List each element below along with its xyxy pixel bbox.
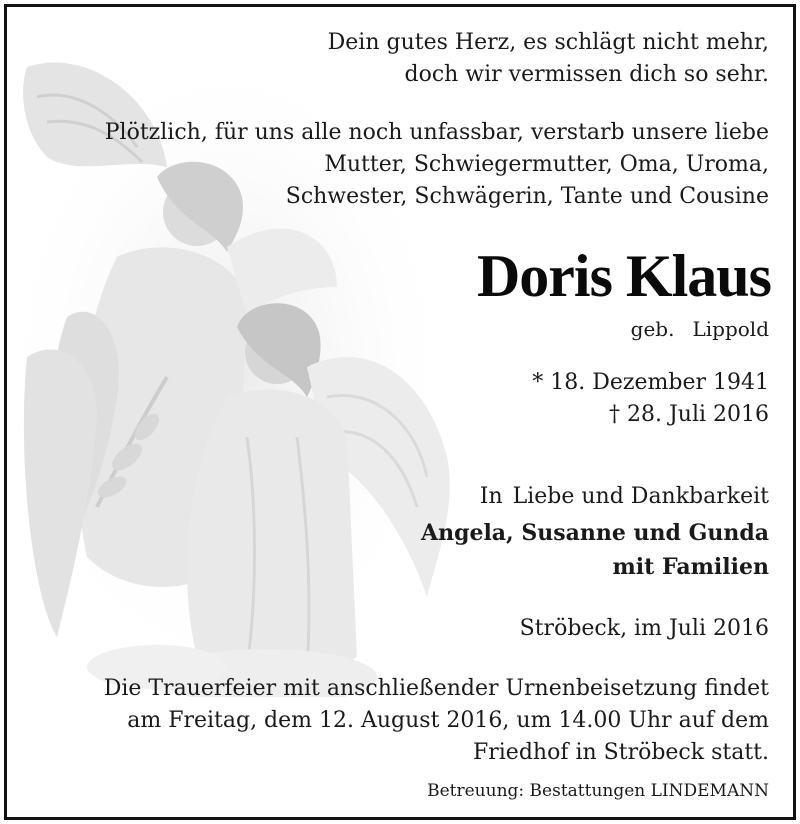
- birth-name-line: [631, 315, 769, 343]
- obituary-card: [4, 4, 796, 820]
- mourners-intro: [480, 481, 769, 513]
- birth-name: Lippold: [692, 317, 769, 341]
- intro-line-3: Schwester, Schwägerin, Tante und Cousine: [285, 184, 769, 209]
- intro-line-1: Plötzlich, für uns alle noch unfassbar, verstarb unsere liebe: [104, 120, 769, 145]
- place-date: Ströbeck, im Juli 2016: [519, 616, 769, 641]
- funeral-home-credit: Betreuung: Bestattungen LINDEMANN: [427, 781, 769, 801]
- birth-prefix: geb.: [630, 317, 675, 341]
- deceased-name: Doris Klaus: [476, 243, 771, 309]
- mourners-prefix: In: [479, 484, 503, 509]
- death-date: † 28. Juli 2016: [608, 402, 769, 427]
- motto-line-1: Dein gutes Herz, es schlägt nicht mehr,: [327, 30, 769, 55]
- intro-line-2: Mutter, Schwiegermutter, Oma, Uroma,: [324, 152, 769, 177]
- mourners-phrase: Liebe und Dankbarkeit: [512, 484, 769, 509]
- ceremony-line-3: Friedhof in Ströbeck statt.: [472, 740, 769, 765]
- ceremony-line-1: Die Trauerfeier mit anschließender Urnenbeisetzung findet: [103, 676, 769, 701]
- ceremony-line-2: am Freitag, dem 12. August 2016, um 14.00 Uhr auf dem: [127, 708, 769, 733]
- mourners-families: mit Familien: [612, 554, 769, 580]
- birth-date: * 18. Dezember 1941: [532, 370, 769, 395]
- motto-line-2: doch wir vermissen dich so sehr.: [404, 62, 769, 87]
- mourners-names: Angela, Susanne und Gunda: [421, 520, 769, 546]
